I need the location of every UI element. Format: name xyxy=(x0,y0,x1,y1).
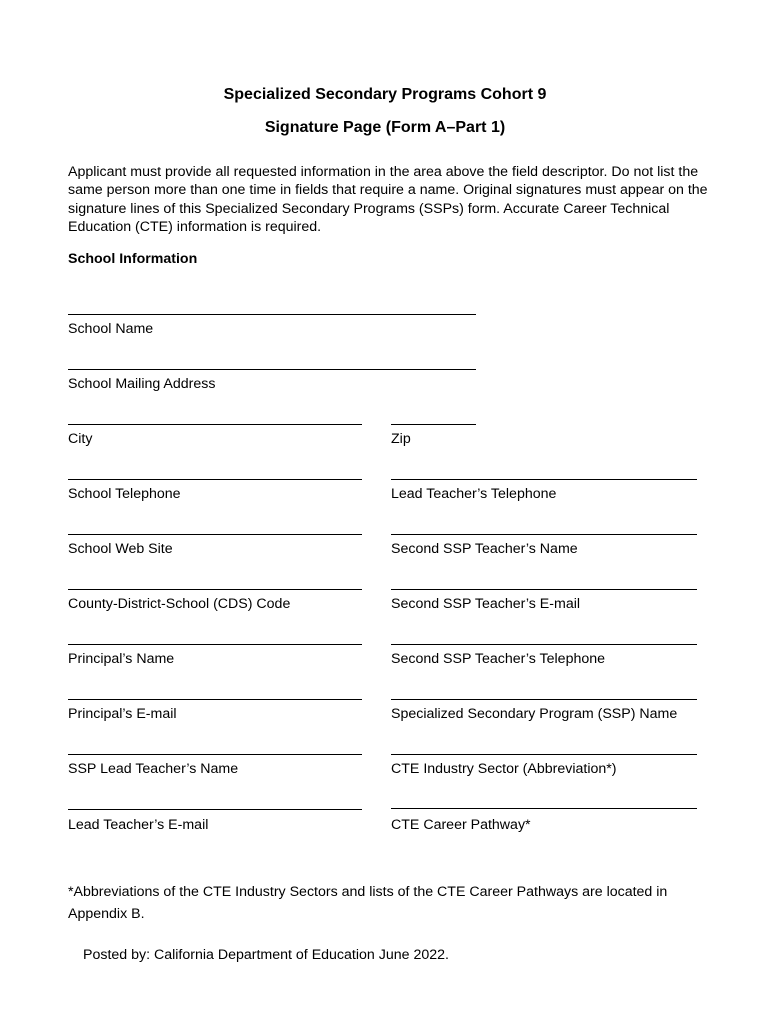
second-ssp-teacher-name-label: Second SSP Teacher’s Name xyxy=(391,541,578,557)
lead-teacher-email-label: Lead Teacher’s E-mail xyxy=(68,817,209,833)
school-name-label: School Name xyxy=(68,321,154,337)
second-ssp-teacher-telephone-label: Second SSP Teacher’s Telephone xyxy=(391,651,606,667)
zip-line[interactable] xyxy=(391,424,476,425)
section-heading-school-information: School Information xyxy=(68,251,198,267)
school-web-site-line[interactable] xyxy=(68,534,362,535)
cte-industry-sector-line[interactable] xyxy=(391,754,697,755)
lead-teacher-telephone-line[interactable] xyxy=(391,479,697,480)
principal-name-line[interactable] xyxy=(68,644,362,645)
cds-code-line[interactable] xyxy=(68,589,362,590)
principal-email-line[interactable] xyxy=(68,699,362,700)
posted-by: Posted by: California Department of Education June 2022. xyxy=(83,947,449,963)
cte-career-pathway-label: CTE Career Pathway* xyxy=(391,817,531,833)
school-name-line[interactable] xyxy=(68,314,476,315)
cds-code-label: County-District-School (CDS) Code xyxy=(68,596,291,612)
form-subtitle: Signature Page (Form A–Part 1) xyxy=(264,119,506,136)
city-line[interactable] xyxy=(68,424,362,425)
city-label: City xyxy=(68,431,93,447)
school-mailing-address-line[interactable] xyxy=(68,369,476,370)
second-ssp-teacher-email-label: Second SSP Teacher’s E-mail xyxy=(391,596,581,612)
ssp-lead-teacher-name-label: SSP Lead Teacher’s Name xyxy=(68,761,239,777)
second-ssp-teacher-telephone-line[interactable] xyxy=(391,644,697,645)
ssp-name-line[interactable] xyxy=(391,699,697,700)
school-web-site-label: School Web Site xyxy=(68,541,173,557)
cte-industry-sector-label: CTE Industry Sector (Abbreviation*) xyxy=(391,761,617,777)
zip-label: Zip xyxy=(391,431,411,447)
second-ssp-teacher-email-line[interactable] xyxy=(391,589,697,590)
footnote: *Abbreviations of the CTE Industry Sectors and lists of the CTE Career Pathways are located in Appendix B. xyxy=(68,884,668,922)
ssp-lead-teacher-name-line[interactable] xyxy=(68,754,362,755)
lead-teacher-email-line[interactable] xyxy=(68,809,362,810)
lead-teacher-telephone-label: Lead Teacher’s Telephone xyxy=(391,486,557,502)
school-telephone-line[interactable] xyxy=(68,479,362,480)
principal-email-label: Principal’s E-mail xyxy=(68,706,177,722)
school-telephone-label: School Telephone xyxy=(68,486,181,502)
instructions-paragraph: Applicant must provide all requested information in the area above the field descriptor. Do not list the same person more than one time in fields that require a name. Original signatures must appear on the signature lines of this Specialized Secondary Programs (SSPs) form. Accurate Career Technical Education (CTE) information is required. xyxy=(68,164,708,236)
ssp-name-label: Specialized Secondary Program (SSP) Name xyxy=(391,706,678,722)
cte-career-pathway-line[interactable] xyxy=(391,808,697,809)
form-title: Specialized Secondary Programs Cohort 9 xyxy=(223,86,547,103)
second-ssp-teacher-name-line[interactable] xyxy=(391,534,697,535)
principal-name-label: Principal’s Name xyxy=(68,651,175,667)
school-mailing-address-label: School Mailing Address xyxy=(68,376,216,392)
